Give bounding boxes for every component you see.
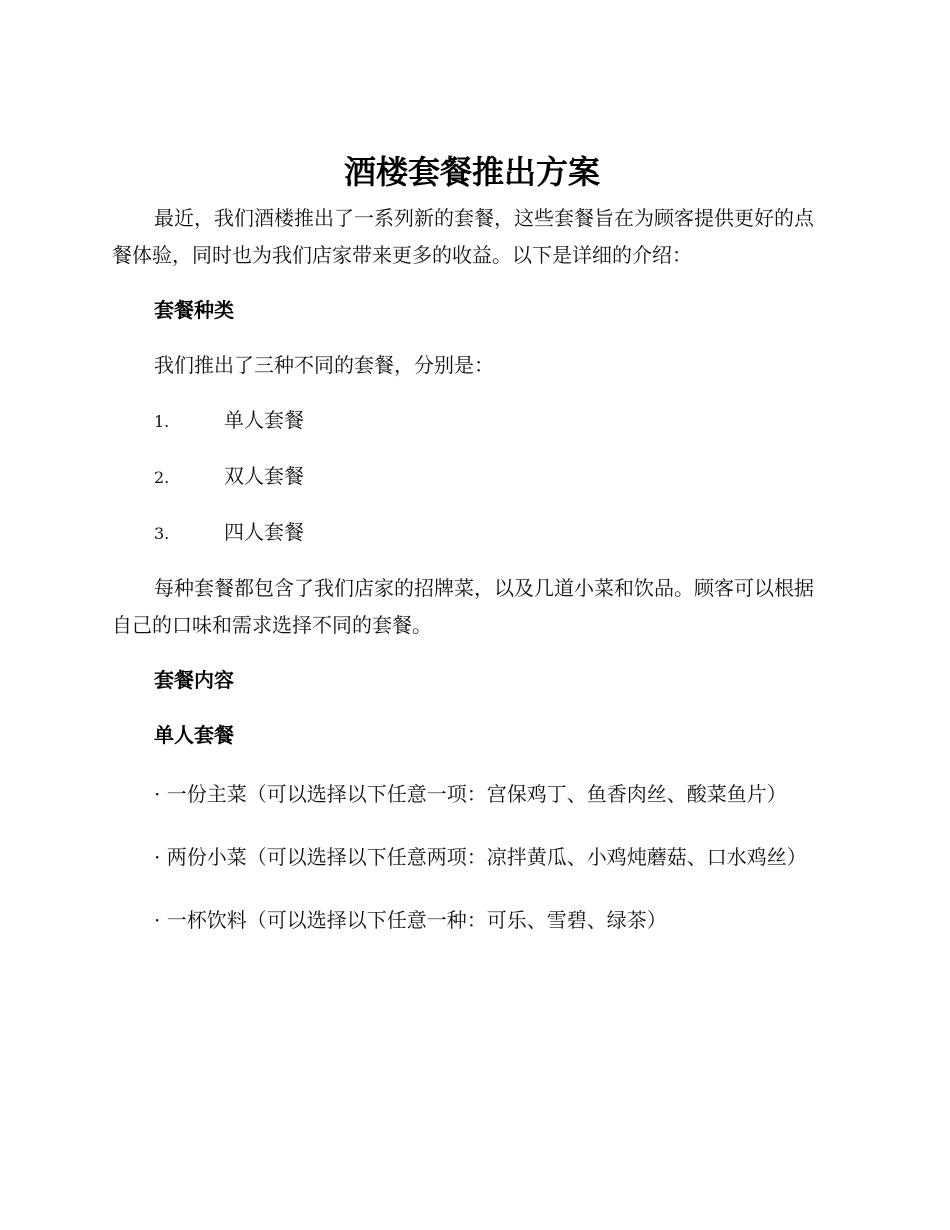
list-item: [112, 514, 832, 552]
list-label: 单人套餐: [224, 408, 304, 432]
subheading-single-set: 单人套餐: [154, 723, 234, 747]
types-lead-paragraph: 我们推出了三种不同的套餐，分别是：: [154, 353, 494, 377]
bullet-item: · 两份小菜（可以选择以下任意两项：凉拌黄瓜、小鸡炖蘑菇、口水鸡丝）: [154, 845, 807, 869]
list-number: 2.: [154, 468, 170, 487]
list-label: 四人套餐: [224, 520, 304, 544]
section-heading-types: 套餐种类: [154, 298, 234, 322]
section-heading-content: 套餐内容: [154, 668, 234, 692]
list-number: 3.: [154, 524, 170, 543]
document-title: 酒楼套餐推出方案: [343, 153, 600, 191]
list-item: [112, 458, 832, 496]
bullet-item: · 一杯饮料（可以选择以下任意一种：可乐、雪碧、绿茶）: [154, 908, 667, 932]
document-page: [112, 150, 832, 943]
list-label: 双人套餐: [224, 464, 304, 488]
list-item: [112, 402, 832, 440]
intro-paragraph: 最近，我们酒楼推出了一系列新的套餐，这些套餐旨在为顾客提供更好的点餐体验，同时也为我们店家带来更多的收益。以下是详细的介绍：: [112, 206, 814, 267]
types-summary-paragraph: 每种套餐都包含了我们店家的招牌菜，以及几道小菜和饮品。顾客可以根据自己的口味和需求选择不同的套餐。: [112, 576, 814, 637]
list-number: 1.: [154, 412, 170, 431]
bullet-item: · 一份主菜（可以选择以下任意一项：宫保鸡丁、鱼香肉丝、酸菜鱼片）: [154, 782, 787, 806]
